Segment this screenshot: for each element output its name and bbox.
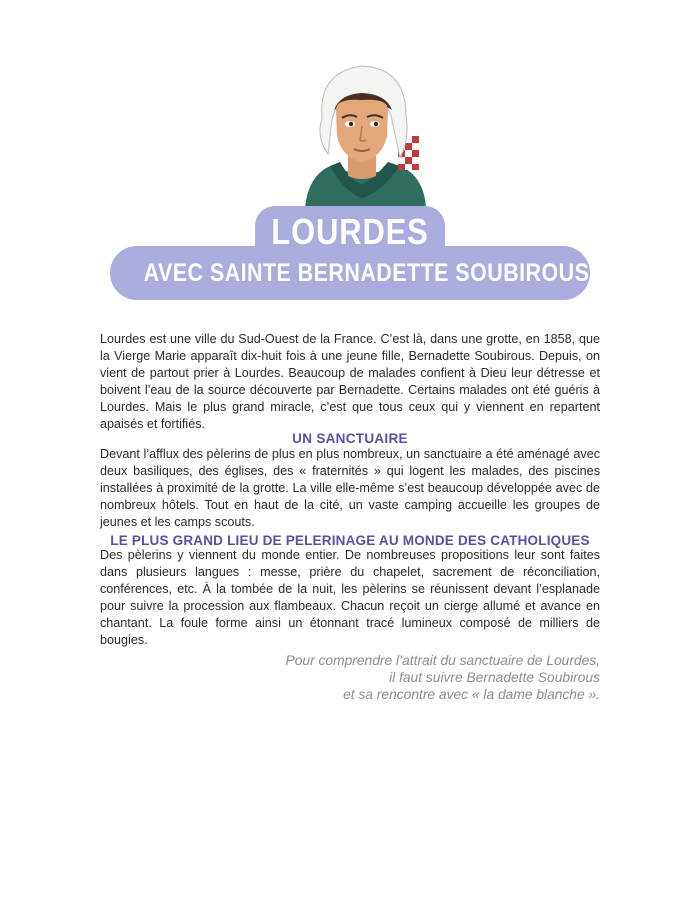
quote-line: et sa rencontre avec « la dame blanche ».	[343, 687, 600, 702]
section-heading-pelerinage: LE PLUS GRAND LIEU DE PELERINAGE AU MONDE DES CATHOLIQUES	[110, 533, 590, 548]
section-text-sanctuaire: Devant l’afflux des pèlerins de plus en plus nombreux, un sanctuaire a été aménagé avec deux basiliques, des églises, des « fraternités » qui logent les malades, des piscines installées à proximité de la grotte. La ville elle-même s’est beaucoup développée avec de nombreux hôtels. Tout en haut de la cité, un vaste camping accueille les groupes de jeunes et les camps scouts.	[100, 447, 600, 530]
quote-line: Pour comprendre l’attrait du sanctuaire de Lourdes,	[285, 653, 600, 668]
closing-quote	[210, 652, 600, 703]
section-text-pelerinage: Des pèlerins y viennent du monde entier. De nombreuses propositions leur sont faites dans plusieurs langues : messe, prière du chapelet, sacrement de réconciliation, conférences, etc. À la tombée de la nuit, les pèlerins se réunissent devant l’esplanade pour suivre la procession aux flambeaux. Chacun reçoit un cierge allumé et avance en chantant. La foule forme ainsi un étonnant tracé lumineux composé de milliers de bougies.	[100, 548, 600, 648]
intro-paragraph: Lourdes est une ville du Sud-Ouest de la France. C’est là, dans une grotte, en 1858, que la Vierge Marie apparaît dix-huit fois à une jeune fille, Bernadette Soubirous. Depuis, on vient de partout prier à Lourdes. Beaucoup de malades confient à Dieu leur détresse et boivent l’eau de la source découverte par Bernadette. Certains malades ont été guéris à Lourdes. Mais le plus grand miracle, c’est que tous ceux qui y viennent en repartent apaisés et fortifiés.	[100, 332, 600, 432]
page-title: LOURDES	[271, 211, 429, 252]
section-heading-sanctuaire: UN SANCTUAIRE	[292, 431, 408, 446]
quote-line: il faut suivre Bernadette Soubirous	[389, 670, 600, 685]
bernadette-portrait	[300, 58, 430, 208]
page-subtitle: AVEC SAINTE BERNADETTE SOUBIROUS	[143, 259, 590, 287]
